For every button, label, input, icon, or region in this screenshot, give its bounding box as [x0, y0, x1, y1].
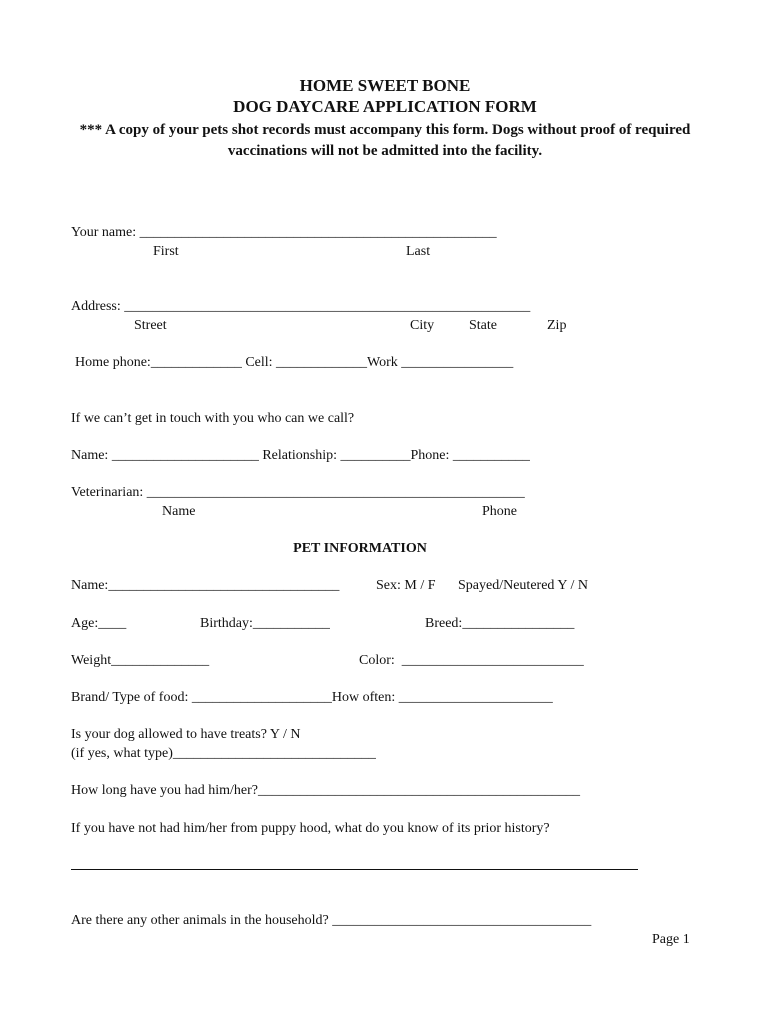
treats-type-field[interactable]: (if yes, what type)_____________________________ — [71, 746, 376, 761]
food-fields[interactable]: Brand/ Type of food: ____________________How often: ______________________ — [71, 690, 553, 705]
vet-name-caption: Name — [162, 504, 196, 519]
prior-history-answer-line[interactable] — [71, 869, 638, 870]
zip-caption: Zip — [547, 318, 567, 333]
birthday-field[interactable]: Birthday:___________ — [200, 616, 330, 631]
last-name-caption: Last — [406, 244, 431, 259]
other-animals-field[interactable]: Are there any other animals in the household? _____________________________________ — [71, 913, 592, 928]
your-name-field[interactable]: Your name: ___________________________________________________ — [71, 225, 497, 240]
prior-history-question: If you have not had him/her from puppy hood, what do you know of its prior history? — [71, 821, 550, 836]
color-field[interactable]: Color: __________________________ — [359, 653, 584, 668]
veterinarian-field[interactable]: Veterinarian: ______________________________________________________ — [71, 485, 525, 500]
pet-information-heading: PET INFORMATION — [293, 541, 427, 556]
treats-question[interactable]: Is your dog allowed to have treats? Y / N — [71, 727, 301, 742]
vaccination-notice: *** A copy of your pets shot records must accompany this form. Dogs without proof of required vaccinations will not be admitted into the facility. — [79, 122, 691, 159]
address-field[interactable]: Address: __________________________________________________________ — [71, 299, 531, 314]
sex-field[interactable]: Sex: M / F — [376, 578, 436, 593]
age-field[interactable]: Age:____ — [71, 616, 127, 631]
page-number: Page 1 — [652, 932, 690, 947]
how-long-field[interactable]: How long have you had him/her?______________________________________________ — [71, 783, 581, 798]
form-subtitle: DOG DAYCARE APPLICATION FORM — [233, 97, 537, 116]
vet-phone-caption: Phone — [482, 504, 517, 519]
city-caption: City — [410, 318, 435, 333]
emergency-contact-fields[interactable]: Name: _____________________ Relationship: __________Phone: ___________ — [71, 448, 530, 463]
state-caption: State — [469, 318, 497, 333]
form-title: HOME SWEET BONE — [299, 76, 471, 95]
weight-field[interactable]: Weight______________ — [71, 653, 210, 668]
street-caption: Street — [134, 318, 167, 333]
breed-field[interactable]: Breed:________________ — [425, 616, 575, 631]
emergency-contact-question: If we can’t get in touch with you who can we call? — [71, 411, 355, 426]
phone-fields[interactable]: Home phone:_____________ Cell: _____________Work ________________ — [75, 355, 514, 370]
spayed-neutered-field[interactable]: Spayed/Neutered Y / N — [458, 578, 588, 593]
pet-name-field[interactable]: Name:_________________________________ — [71, 578, 340, 593]
first-name-caption: First — [153, 244, 179, 259]
